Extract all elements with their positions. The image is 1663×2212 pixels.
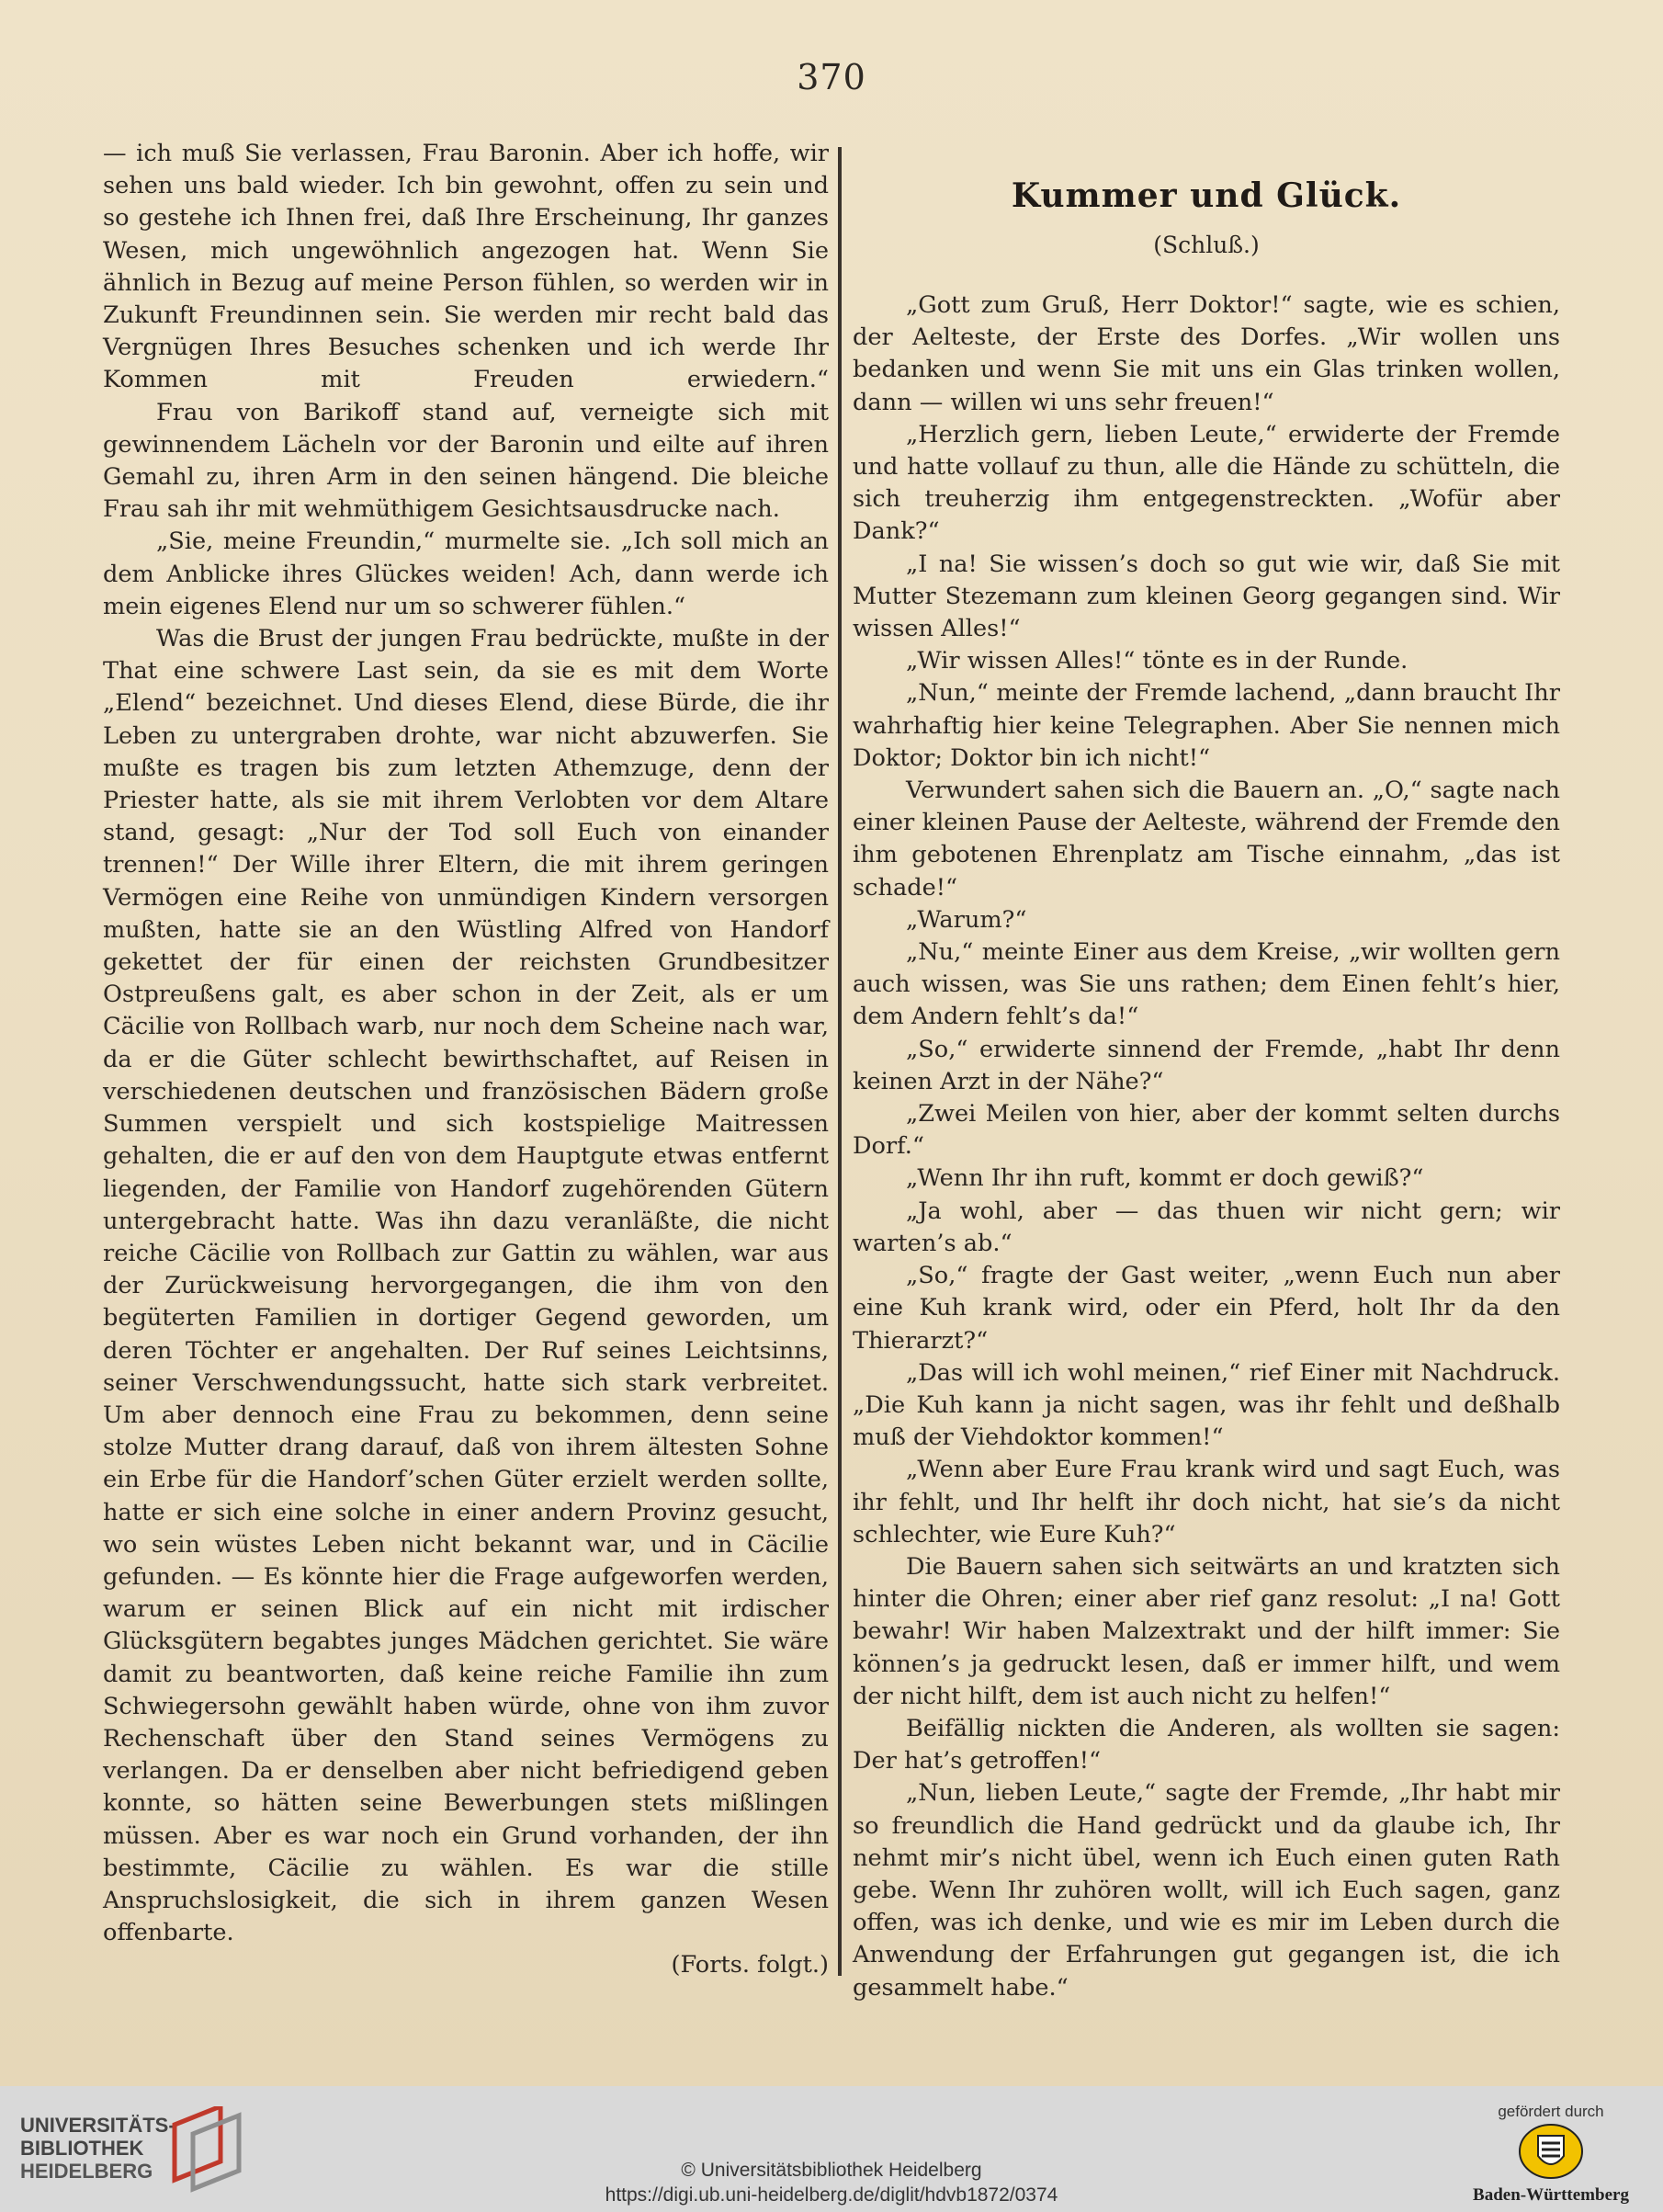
paragraph: „Wenn aber Eure Frau krank wird und sagt Euch, was ihr fehlt, und Ihr helft ihr doch nicht, hat sie’s da nicht schlechter, wie Eure Kuh?“ [853, 1456, 1560, 1548]
paragraph: „Das will ich wohl meinen,“ rief Einer mit Nachdruck. „Die Kuh kann ja nicht sagen, was ihr fehlt und deßhalb muß der Viehdoktor kommen!“ [853, 1358, 1560, 1452]
paragraph: „Gott zum Gruß, Herr Doktor!“ sagte, wie es schien, der Aelteste, der Erste des Dorfes. „Wir wollen uns bedanken und wenn Sie mit uns ein Glas trinken wollen, dann — willen wi uns sehr freuen!“ [853, 291, 1560, 416]
paragraph: „Herzlich gern, lieben Leute,“ erwiderte der Fremde und hatte vollauf zu thun, alle die Hände zu schütteln, die sich treuherzig ihm entgegenstreckten. „Wofür aber Dank?“ [853, 420, 1560, 546]
right-column [853, 289, 1560, 2004]
paragraph: „Zwei Meilen von hier, aber der kommt selten durchs Dorf.“ [853, 1100, 1560, 1161]
paragraph: Verwundert sahen sich die Bauern an. „O,“ sagte nach einer kleinen Pause der Aelteste, während der Fremde den ihm gebotenen Ehrenplatz am Tische einnahm, „das ist schade!“ [853, 777, 1560, 902]
copyright-text: © Universitätsbibliothek Heidelberg [681, 2160, 982, 2181]
library-name-line3: HEIDELBERG [20, 2160, 153, 2183]
paragraph: „So,“ fragte der Gast weiter, „wenn Euch nun aber eine Kuh krank wird, oder ein Pferd, holt Ihr da den Thierarzt?“ [853, 1262, 1560, 1355]
paragraph: „Nun,“ meinte der Fremde lachend, „dann braucht Ihr wahrhaftig hier keine Telegraphen. Aber Sie nennen mich Doktor; Doktor bin ich nicht!“ [853, 679, 1560, 772]
paragraph: Beifällig nickten die Anderen, als wollten sie sagen: Der hat’s getroffen!“ [853, 1714, 1560, 1775]
paragraph: Was die Brust der jungen Frau bedrückte, mußte in der That eine schwere Last sein, da sie es mit dem Worte „Elend“ bezeichnet. Und dieses Elend, diese Bürde, die ihr Leben zu untergraben drohte, war nicht abzuwerfen. Sie mußte es tragen bis zum letzten Athemzuge, denn der Priester hatte, als sie mit ihrem Verlobten vor dem Altare stand, gesagt: „Nur der Tod soll Euch von einander trennen!“ Der Wille ihrer Eltern, die mit ihrem geringen Vermögen eine Reihe von unmündigen Kindern versorgen mußten, hatte sie an den Wüstling Alfred von Handorf gekettet der für einen der reichsten Grundbesitzer Ostpreußens galt, es aber schon in der Zeit, als er um Cäcilie von Rollbach warb, nur noch dem Scheine nach war, da er die Güter schlecht bewirthschaftet, auf Reisen in verschiedenen deutschen und französischen Bädern große Summen verspielt und sich kostspielige Maitressen gehalten, die er auf den von dem Hauptgute etwas entfernt liegenden, der Familie von Handorf zugehörenden Gütern untergebracht hatte. Was ihn dazu veranläßte, die nicht reiche Cäcilie von Rollbach zur Gattin zu wählen, war aus der Zurückweisung hervorgegangen, die ihm von den begüterten Familien in dortiger Gegend geworden, um deren Töchter er angehalten. Der Ruf seines Leichtsinns, seiner Verschwendungssucht, hatte sich stark verbreitet. Um aber dennoch eine Frau zu bekommen, denn seine stolze Mutter drang darauf, daß von ihrem ältesten Sohne ein Erbe für die Handorf’schen Güter erzielt werden sollte, hatte er sich eine solche in einer andern Provinz gesucht, wo sein wüstes Leben nicht bekannt war, und in Cäcilie gefunden. — Es könnte hier die Frage aufgeworfen werden, warum er seinen Blick auf ein nicht mit irdischer Glücksgütern begabtes junges Mädchen gerichtet. Sie wäre damit zu beantworten, daß keine reiche Familie ihn zum Schwiegersohn gewählt haben würde, ohne von ihm zuvor Rechenschaft über den Stand seines Vermögens zu verlangen. Da er denselben aber nicht befriedigend geben konnte, so hätten seine Bewerbungen stets mißlingen müssen. Aber es war noch ein Grund vorhanden, der ihn bestimmte, Cäcilie zu wählen. Es war die stille Anspruchslosigkeit, die sich in ihrem ganzen Wesen offenbarte. [103, 625, 829, 1947]
paragraph: „Wir wissen Alles!“ tönte es in der Runde. [906, 647, 1408, 675]
paragraph: „Ja wohl, aber — das thuen wir nicht gern; wir warten’s ab.“ [853, 1197, 1560, 1257]
article-subtitle: (Schluß.) [1153, 232, 1260, 258]
page-number: 370 [797, 57, 866, 97]
paragraph: „Nu,“ meinte Einer aus dem Kreise, „wir wollten gern auch wissen, was Sie uns rathen; dem Einen fehlt’s hier, dem Andern fehlt’s da!“ [853, 938, 1560, 1031]
state-name: Baden-Württemberg [1473, 2185, 1629, 2205]
paragraph: „Wenn Ihr ihn ruft, kommt er doch gewiß?“ [906, 1164, 1424, 1193]
continuation-note: (Forts. folgt.) [671, 1951, 829, 1979]
paragraph: „Warum?“ [906, 905, 1027, 934]
paragraph: „I na! Sie wissen’s doch so gut wie wir, daß Sie mit Mutter Stezemann zum kleinen Georg gegangen sind. Wir wissen Alles!“ [853, 550, 1560, 643]
paragraph: „Nun, lieben Leute,“ sagte der Fremde, „Ihr habt mir so freundlich die Hand gedrückt und da glaube ich, Ihr nehmt mir’s nicht übel, wenn ich Euch einen guten Rath gebe. Wenn Ihr zuhören wollt, will ich Euch sagen, ganz offen, was ich denke, und wie es mir im Leben durch die Anwendung der Erfahrungen gut gegangen ist, die ich gesammelt habe.“ [853, 1779, 1560, 2002]
paragraph: „Sie, meine Freundin,“ murmelte sie. „Ich soll mich an dem Anblicke ihres Glückes weiden! Ach, dann werde ich mein eigenes Elend nur um so schwerer fühlen.“ [103, 527, 829, 620]
paragraph: „So,“ erwiderte sinnend der Fremde, „habt Ihr denn keinen Arzt in der Nähe?“ [853, 1035, 1560, 1095]
paragraph: Frau von Barikoff stand auf, verneigte sich mit gewinnendem Lächeln vor der Baronin und eilte auf ihren Gemahl zu, ihren Arm in den seinen hängend. Die bleiche Frau sah ihr mit wehmüthigem Gesichtsausdrucke nach. [103, 398, 829, 524]
state-coat-of-arms-icon [1518, 2123, 1584, 2180]
paragraph: Die Bauern sahen sich seitwärts an und kratzten sich hinter die Ohren; einer aber rief ganz resolut: „I na! Gott bewahr! Wir haben Malzextrakt und der hilft immer: Sie können’s ja gedruckt lesen, daß er immer hilft, und wem der nicht hilft, dem ist auch nicht zu helfen!“ [853, 1552, 1560, 1710]
funded-by-label: gefördert durch [1498, 2103, 1604, 2120]
column-divider [838, 147, 842, 1976]
source-url-link[interactable]: https://digi.ub.uni-heidelberg.de/diglit/hdvb1872/0374 [605, 2184, 1058, 2206]
library-name-line2: BIBLIOTHEK [20, 2137, 144, 2160]
left-column [103, 138, 829, 1982]
article-title: Kummer und Glück. [1011, 176, 1402, 215]
paragraph: — ich muß Sie verlassen, Frau Baronin. Aber ich hoffe, wir sehen uns bald wieder. Ich bin gewohnt, offen zu sein und so gestehe ich Ihnen frei, daß Ihre Erscheinung, Ihr ganzes Wesen, mich ungewöhnlich angezogen hat. Wenn Sie ähnlich in Bezug auf meine Person fühlen, so werden wir in Zukunft Freundinnen sein. Sie werden mir recht bald das Vergnügen Ihres Besuches schenken und ich werde Ihr Kommen mit Freuden erwiedern.“ [103, 140, 829, 394]
library-name-line1: UNIVERSITÄTS- [20, 2114, 175, 2137]
